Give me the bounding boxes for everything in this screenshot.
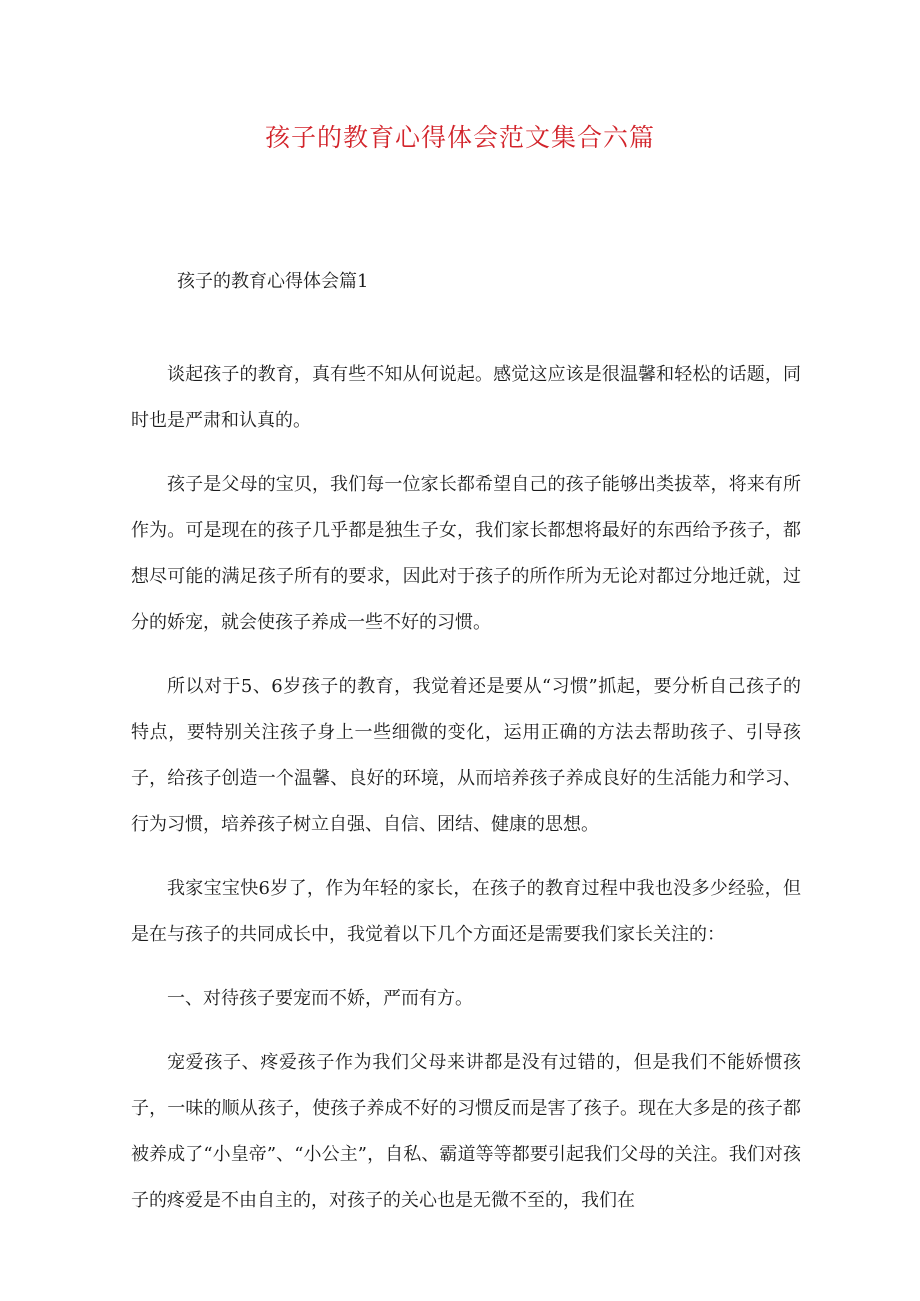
section-heading: 孩子的教育心得体会篇1 [177, 271, 369, 292]
document-body [131, 352, 801, 1242]
paragraph: 孩子是父母的宝贝，我们每一位家长都希望自己的孩子能够出类拔萃，将来有所作为。可是现在的孩子几乎都是独生子女，我们家长都想将最好的东西给予孩子，都想尽可能的满足孩子所有的要求，因此对于孩子的所作所为无论对都过分地迁就，过分的娇宠，就会使孩子养成一些不好的习惯。 [131, 474, 801, 633]
document-title: 孩子的教育心得体会范文集合六篇 [264, 123, 655, 152]
paragraph: 所以对于5、6岁孩子的教育，我觉着还是要从“习惯”抓起，要分析自己孩子的特点，要特别关注孩子身上一些细微的变化，运用正确的方法去帮助孩子、引导孩子，给孩子创造一个温馨、良好的环境，从而培养孩子养成良好的生活能力和学习、行为习惯，培养孩子树立自强、自信、团结、健康的思想。 [131, 676, 801, 835]
paragraph-subheading: 一、对待孩子要宠而不娇，严而有方。 [167, 988, 473, 1009]
paragraph: 谈起孩子的教育，真有些不知从何说起。感觉这应该是很温馨和轻松的话题，同时也是严肃和认真的。 [131, 364, 801, 431]
paragraph: 宠爱孩子、疼爱孩子作为我们父母来讲都是没有过错的，但是我们不能娇惯孩子，一味的顺从孩子，使孩子养成不好的习惯反而是害了孩子。现在大多是的孩子都被养成了“小皇帝”、“小公主”，自私、霸道等等都要引起我们父母的关注。我们对孩子的疼爱是不由自主的，对孩子的关心也是无微不至的，我们在 [131, 1052, 801, 1211]
paragraph: 我家宝宝快6岁了，作为年轻的家长，在孩子的教育过程中我也没多少经验，但是在与孩子的共同成长中，我觉着以下几个方面还是需要我们家长关注的： [131, 878, 801, 945]
